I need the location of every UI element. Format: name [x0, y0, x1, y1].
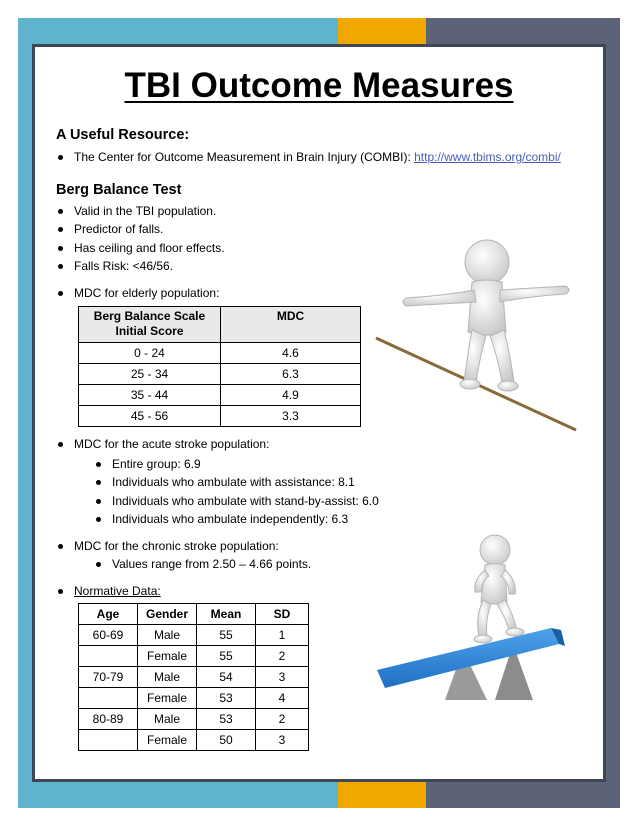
- table-cell: [79, 688, 138, 709]
- table-cell: 53: [197, 709, 256, 730]
- table-header: Gender: [138, 604, 197, 625]
- bullet-icon: [96, 462, 101, 467]
- bullet-icon: [96, 480, 101, 485]
- tightrope-figure-icon: [372, 232, 582, 432]
- bullet-icon: [96, 517, 101, 522]
- acute-item: Individuals who ambulate independently: 6.3: [112, 511, 348, 527]
- table-row: [79, 625, 309, 646]
- bullet-icon: [58, 155, 63, 160]
- border-bottom-gold: [338, 780, 426, 808]
- table-row: [79, 667, 309, 688]
- border-bottom-slate: [426, 780, 620, 808]
- chronic-item: Values range from 2.50 – 4.66 points.: [112, 556, 311, 572]
- table-cell: 6.3: [221, 364, 361, 385]
- table-header: Mean: [197, 604, 256, 625]
- table-cell: 25 - 34: [79, 364, 221, 385]
- table-row: [79, 709, 309, 730]
- bullet-icon: [58, 442, 63, 447]
- table-header-row: [79, 604, 309, 625]
- table-cell: 4.6: [221, 343, 361, 364]
- bullet-icon: [58, 291, 63, 296]
- acute-item: Individuals who ambulate with assistance: 8.1: [112, 474, 355, 490]
- berg-item: Falls Risk: <46/56.: [74, 258, 173, 274]
- table-cell: 55: [197, 625, 256, 646]
- bullet-icon: [58, 227, 63, 232]
- table-row: [79, 364, 361, 385]
- table-header: Age: [79, 604, 138, 625]
- table-cell: Male: [138, 709, 197, 730]
- table-cell: 50: [197, 730, 256, 751]
- table-row: [79, 343, 361, 364]
- table-cell: 4.9: [221, 385, 361, 406]
- table-row: [79, 385, 361, 406]
- border-top-gold: [338, 18, 426, 46]
- table-cell: Female: [138, 688, 197, 709]
- acute-label: MDC for the acute stroke population:: [74, 436, 269, 452]
- border-bottom-blue: [18, 780, 338, 808]
- bullet-icon: [96, 562, 101, 567]
- berg-item: Valid in the TBI population.: [74, 203, 216, 219]
- resource-item: [74, 149, 561, 165]
- table-cell: Female: [138, 730, 197, 751]
- normative-label: Normative Data:: [74, 583, 161, 599]
- table-cell: 2: [256, 646, 309, 667]
- resource-item-text: The Center for Outcome Measurement in Brain Injury (COMBI):: [74, 150, 415, 164]
- table-cell: 54: [197, 667, 256, 688]
- table-cell: 3.3: [221, 406, 361, 427]
- bullet-icon: [58, 544, 63, 549]
- bullet-icon: [58, 264, 63, 269]
- elderly-mdc-table: [78, 306, 361, 427]
- table-header: Berg Balance Scale Initial Score: [79, 307, 221, 343]
- acute-item: Entire group: 6.9: [112, 456, 201, 472]
- table-cell: 3: [256, 730, 309, 751]
- acute-item: Individuals who ambulate with stand-by-assist: 6.0: [112, 493, 379, 509]
- table-row: [79, 688, 309, 709]
- table-cell: 0 - 24: [79, 343, 221, 364]
- border-top-slate: [426, 18, 620, 46]
- table-cell: 3: [256, 667, 309, 688]
- table-cell: 45 - 56: [79, 406, 221, 427]
- table-row: [79, 730, 309, 751]
- bullet-icon: [58, 209, 63, 214]
- table-row: [79, 646, 309, 667]
- chronic-label: MDC for the chronic stroke population:: [74, 538, 279, 554]
- table-cell: 4: [256, 688, 309, 709]
- berg-heading: Berg Balance Test: [56, 182, 182, 198]
- seesaw-figure-icon: [375, 532, 585, 714]
- table-cell: 1: [256, 625, 309, 646]
- bullet-icon: [58, 589, 63, 594]
- page-title: TBI Outcome Measures: [124, 66, 514, 105]
- table-cell: 2: [256, 709, 309, 730]
- table-header: MDC: [221, 307, 361, 343]
- combi-link[interactable]: http://www.tbims.org/combi/: [414, 150, 561, 164]
- table-cell: Male: [138, 625, 197, 646]
- table-header: SD: [256, 604, 309, 625]
- table-header-row: [79, 307, 361, 343]
- berg-item: Has ceiling and floor effects.: [74, 240, 225, 256]
- table-cell: 70-79: [79, 667, 138, 688]
- border-right: [604, 46, 620, 780]
- table-cell: 60-69: [79, 625, 138, 646]
- bullet-icon: [58, 246, 63, 251]
- table-cell: 80-89: [79, 709, 138, 730]
- bullet-icon: [96, 499, 101, 504]
- berg-item: Predictor of falls.: [74, 221, 163, 237]
- table-cell: Male: [138, 667, 197, 688]
- table-cell: 53: [197, 688, 256, 709]
- table-cell: [79, 730, 138, 751]
- elderly-label: MDC for elderly population:: [74, 285, 219, 301]
- resource-heading: A Useful Resource:: [56, 127, 190, 143]
- normative-data-table: [78, 603, 309, 751]
- border-top-blue: [18, 18, 338, 46]
- table-cell: 35 - 44: [79, 385, 221, 406]
- table-cell: [79, 646, 138, 667]
- table-cell: 55: [197, 646, 256, 667]
- table-row: [79, 406, 361, 427]
- table-cell: Female: [138, 646, 197, 667]
